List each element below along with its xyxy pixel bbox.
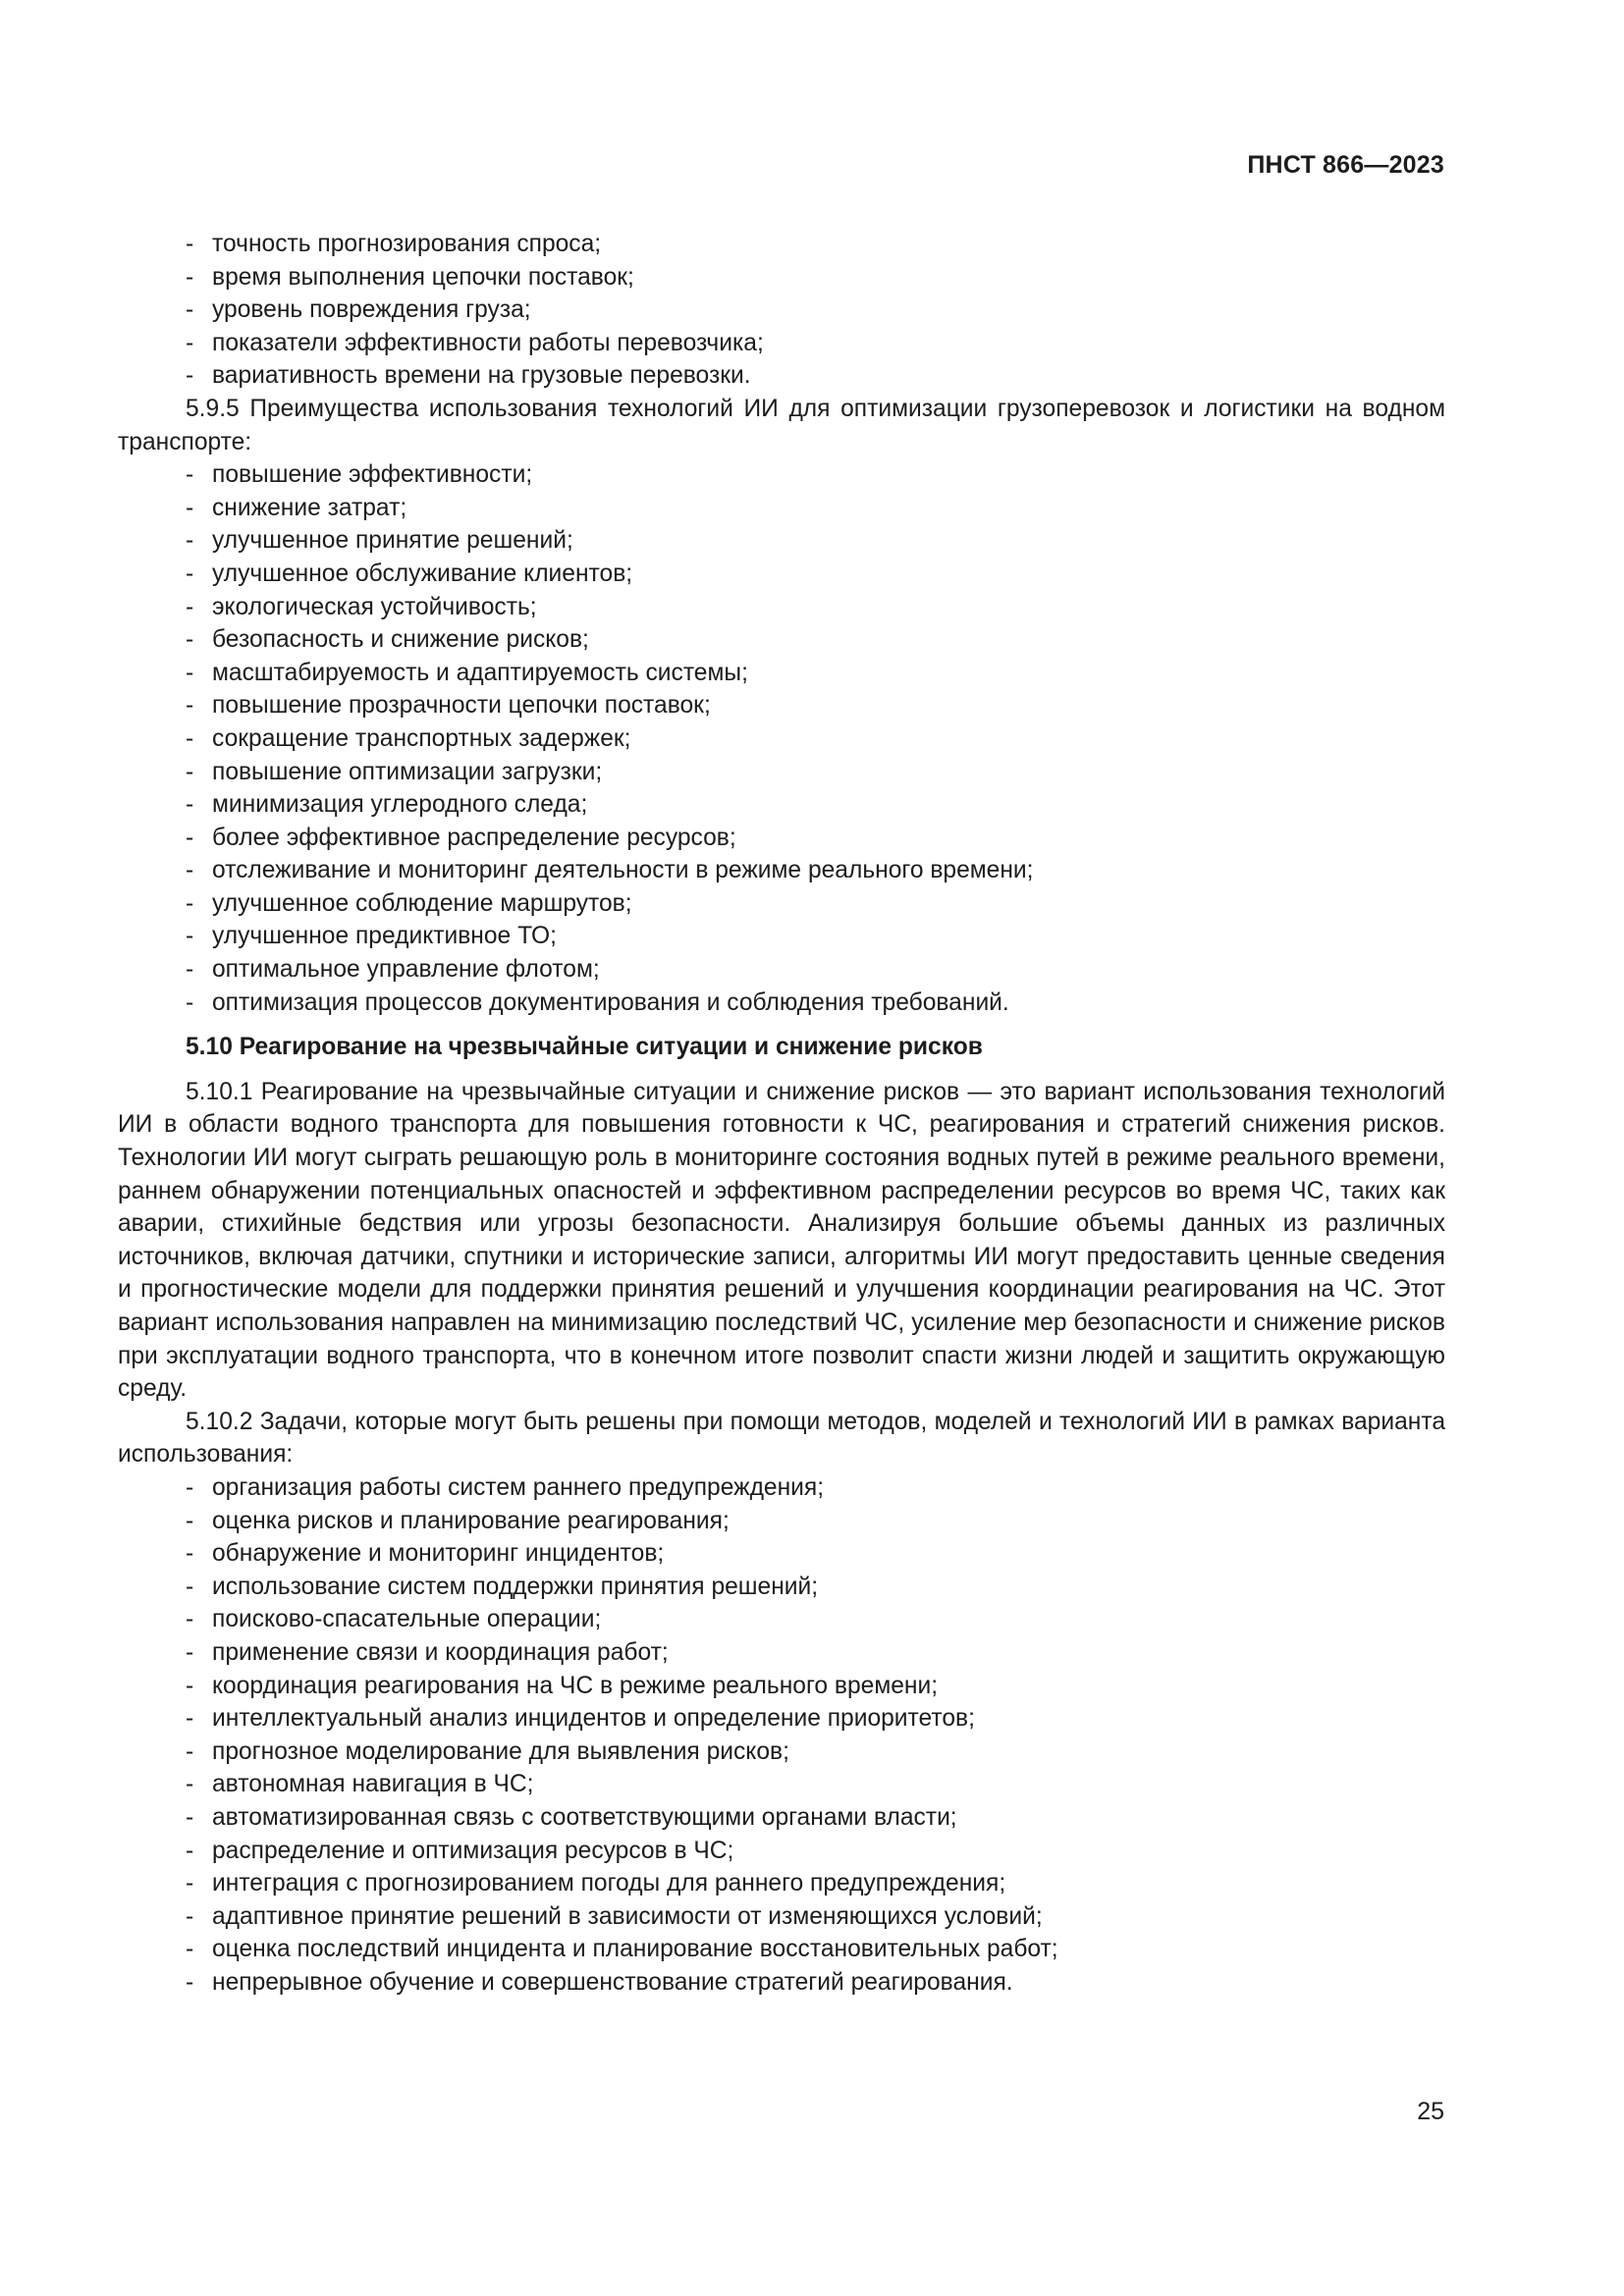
list-item: - экологическая устойчивость; bbox=[118, 591, 1445, 624]
list-item: - поисково-спасательные операции; bbox=[118, 1603, 1445, 1636]
list-item: - организация работы систем раннего предупреждения; bbox=[118, 1471, 1445, 1505]
list-item: - вариативность времени на грузовые перевозки. bbox=[118, 359, 1445, 393]
bullet-dash: - bbox=[186, 692, 194, 720]
list-item: - сокращение транспортных задержек; bbox=[118, 722, 1445, 756]
list-requirements-tail bbox=[118, 228, 1445, 393]
bullet-dash: - bbox=[186, 889, 194, 917]
bullet-dash: - bbox=[186, 857, 194, 884]
bullet-dash: - bbox=[186, 494, 194, 521]
list-item: - улучшенное предиктивное ТО; bbox=[118, 920, 1445, 953]
bullet-dash: - bbox=[186, 824, 194, 851]
list-item: - уровень повреждения груза; bbox=[118, 294, 1445, 327]
document-body bbox=[118, 228, 1445, 1999]
list-item: - снижение затрат; bbox=[118, 492, 1445, 525]
bullet-dash: - bbox=[186, 1540, 194, 1568]
list-item: - улучшенное принятие решений; bbox=[118, 524, 1445, 558]
list-item: - интеллектуальный анализ инцидентов и определение приоритетов; bbox=[118, 1702, 1445, 1735]
bullet-dash: - bbox=[186, 1573, 194, 1600]
list-item: - время выполнения цепочки поставок; bbox=[118, 261, 1445, 294]
list-item: - применение связи и координация работ; bbox=[118, 1636, 1445, 1670]
list-benefits bbox=[118, 458, 1445, 1019]
list-tasks bbox=[118, 1471, 1445, 2000]
bullet-dash: - bbox=[186, 1473, 194, 1501]
list-item: - оценка рисков и планирование реагирования; bbox=[118, 1505, 1445, 1538]
list-item: - минимизация углеродного следа; bbox=[118, 788, 1445, 822]
bullet-dash: - bbox=[186, 1672, 194, 1699]
list-item: - автоматизированная связь с соответствующими органами власти; bbox=[118, 1801, 1445, 1835]
document-code: ПНСТ 866—2023 bbox=[1247, 151, 1444, 179]
bullet-dash: - bbox=[186, 791, 194, 819]
list-item: - показатели эффективности работы перевозчика; bbox=[118, 327, 1445, 360]
list-item: - координация реагирования на ЧС в режиме реального времени; bbox=[118, 1670, 1445, 1703]
list-item: - оптимизация процессов документирования и соблюдения требований. bbox=[118, 987, 1445, 1020]
section-heading-5-10: 5.10 Реагирование на чрезвычайные ситуации и снижение рисков bbox=[186, 1034, 983, 1061]
bullet-dash: - bbox=[186, 1507, 194, 1534]
list-item: - повышение прозрачности цепочки поставок; bbox=[118, 689, 1445, 722]
bullet-dash: - bbox=[186, 1837, 194, 1864]
bullet-dash: - bbox=[186, 758, 194, 785]
paragraph-5-10-2: 5.10.2 Задачи, которые могут быть решены при помощи методов, моделей и технологий ИИ в рамках варианта использования: bbox=[118, 1408, 1445, 1468]
bullet-dash: - bbox=[186, 659, 194, 686]
list-item: - оптимальное управление флотом; bbox=[118, 953, 1445, 987]
bullet-dash: - bbox=[186, 1803, 194, 1831]
list-item: - непрерывное обучение и совершенствование стратегий реагирования. bbox=[118, 1966, 1445, 2000]
bullet-dash: - bbox=[186, 1705, 194, 1733]
bullet-dash: - bbox=[186, 1870, 194, 1897]
bullet-dash: - bbox=[186, 1936, 194, 1963]
bullet-dash: - bbox=[186, 956, 194, 984]
bullet-dash: - bbox=[186, 988, 194, 1016]
list-item: - масштабируемость и адаптируемость системы; bbox=[118, 657, 1445, 690]
bullet-dash: - bbox=[186, 560, 194, 587]
list-item: - оценка последствий инцидента и планирование восстановительных работ; bbox=[118, 1933, 1445, 1966]
bullet-dash: - bbox=[186, 263, 194, 291]
list-item: - улучшенное соблюдение маршрутов; bbox=[118, 887, 1445, 921]
list-item: - более эффективное распределение ресурсов; bbox=[118, 822, 1445, 855]
bullet-dash: - bbox=[186, 1771, 194, 1798]
bullet-dash: - bbox=[186, 593, 194, 620]
bullet-dash: - bbox=[186, 527, 194, 555]
bullet-dash: - bbox=[186, 1606, 194, 1633]
bullet-dash: - bbox=[186, 329, 194, 356]
bullet-dash: - bbox=[186, 626, 194, 654]
bullet-dash: - bbox=[186, 1638, 194, 1666]
list-item: - повышение оптимизации загрузки; bbox=[118, 756, 1445, 789]
list-item: - интеграция с прогнозированием погоды для раннего предупреждения; bbox=[118, 1867, 1445, 1900]
bullet-dash: - bbox=[186, 461, 194, 489]
bullet-dash: - bbox=[186, 1902, 194, 1930]
list-item: - отслеживание и мониторинг деятельности в режиме реального времени; bbox=[118, 854, 1445, 887]
list-item: - адаптивное принятие решений в зависимости от изменяющихся условий; bbox=[118, 1900, 1445, 1934]
list-item: - прогнозное моделирование для выявления рисков; bbox=[118, 1735, 1445, 1769]
list-item: - использование систем поддержки принятия решений; bbox=[118, 1571, 1445, 1604]
page-number: 25 bbox=[1417, 2098, 1444, 2125]
bullet-dash: - bbox=[186, 1968, 194, 1996]
list-item: - распределение и оптимизация ресурсов в ЧС; bbox=[118, 1835, 1445, 1868]
paragraph-5-10-1: 5.10.1 Реагирование на чрезвычайные ситуации и снижение рисков — это вариант использования технологий ИИ в области водного транспорта для повышения готовности к ЧС, реагирования и стратегий снижения рисков. Технологии ИИ могут сыграть решающую роль в мониторинге состояния водных путей в режиме реального времени, раннем обнаружении потенциальных опасностей и эффективном распределении ресурсов во время ЧС, таких как аварии, стихийные бедствия или угрозы безопасности. Анализируя большие объемы данных из различных источников, включая датчики, спутники и исторические записи, алгоритмы ИИ могут предоставить ценные сведения и прогностические модели для поддержки принятия решений и улучшения координации реагирования на ЧС. Этот вариант использования направлен на минимизацию последствий ЧС, усиление мер безопасности и снижение рисков при эксплуатации водного транспорта, что в конечном итоге позволит спасти жизни людей и защитить окружающую среду. bbox=[118, 1078, 1445, 1403]
list-item: - повышение эффективности; bbox=[118, 458, 1445, 492]
list-item: - обнаружение и мониторинг инцидентов; bbox=[118, 1537, 1445, 1571]
list-item: - автономная навигация в ЧС; bbox=[118, 1768, 1445, 1801]
list-item: - безопасность и снижение рисков; bbox=[118, 623, 1445, 657]
list-item: - улучшенное обслуживание клиентов; bbox=[118, 558, 1445, 591]
bullet-dash: - bbox=[186, 362, 194, 390]
paragraph-5-9-5: 5.9.5 Преимущества использования технологий ИИ для оптимизации грузоперевозок и логистики на водном транспорте: bbox=[118, 395, 1445, 455]
bullet-dash: - bbox=[186, 923, 194, 950]
bullet-dash: - bbox=[186, 724, 194, 752]
bullet-dash: - bbox=[186, 1737, 194, 1765]
bullet-dash: - bbox=[186, 296, 194, 324]
bullet-dash: - bbox=[186, 231, 194, 257]
list-item: - точность прогнозирования спроса; bbox=[118, 228, 1445, 261]
